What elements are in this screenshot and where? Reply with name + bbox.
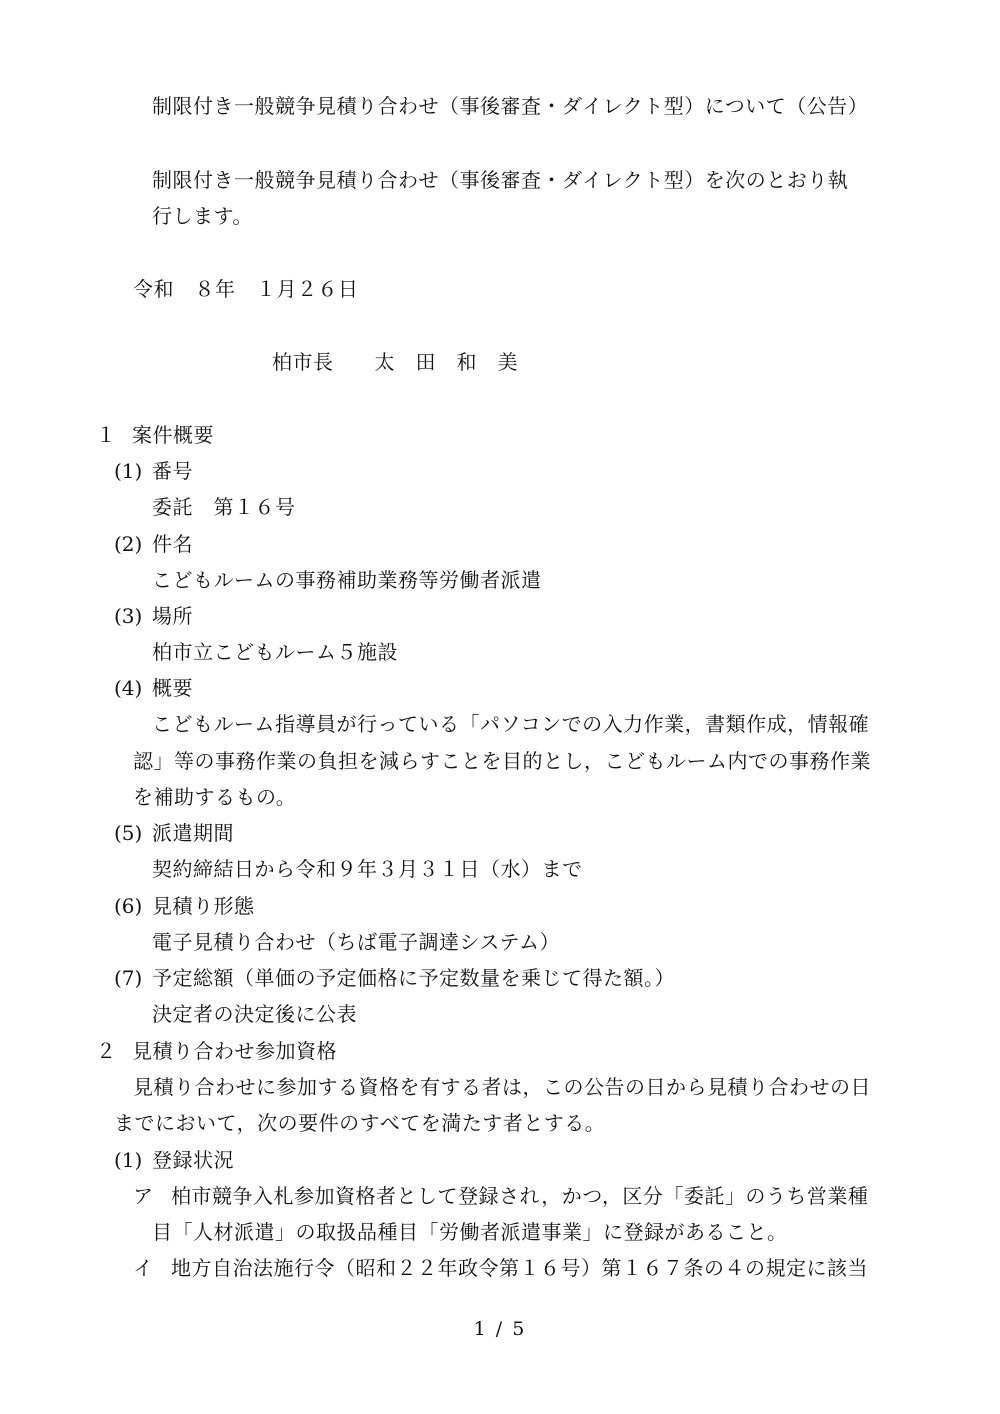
item-1-label: 番号 — [152, 459, 193, 483]
item-4-line-2: 認」等の事務作業の負担を減らすことを目的とし，こどもルーム内での事務作業 — [133, 749, 871, 773]
item-6-value: 電子見積り合わせ（ちば電子調達システム） — [152, 930, 560, 954]
item-a-line-2: 目「人材派遣」の取扱品種目「労働者派遣事業」に登録があること。 — [152, 1220, 788, 1244]
intro-line-1: 制限付き一般競争見積り合わせ（事後審査・ダイレクト型）を次のとおり執 — [152, 168, 849, 192]
item-6-number: (6) — [114, 894, 143, 918]
item-i-marker: イ — [133, 1256, 153, 1280]
item-2-label: 件名 — [152, 532, 193, 556]
section-2-heading: 見積り合わせ参加資格 — [132, 1039, 337, 1063]
section-2-intro-line-2: までにおいて，次の要件のすべてを満たす者とする。 — [114, 1111, 606, 1135]
issuer-name: 柏市長 太 田 和 美 — [272, 350, 518, 374]
item-5-label: 派遣期間 — [152, 821, 234, 845]
item-a-line-1: 柏市競争入札参加資格者として登録され，かつ，区分「委託」のうち営業種 — [171, 1184, 869, 1208]
item-4-number: (4) — [114, 676, 143, 700]
announcement-date: 令和 ８年 １月２６日 — [133, 277, 359, 301]
item-4-line-1: こどもルーム指導員が行っている「パソコンでの入力作業，書類作成，情報確 — [152, 712, 870, 736]
item-a-marker: ア — [133, 1184, 153, 1208]
item-2-number: (2) — [114, 532, 143, 556]
page-number: 1 / 5 — [473, 1318, 527, 1340]
section-1-number: １ — [96, 423, 116, 447]
section-1-heading: 案件概要 — [132, 423, 214, 447]
item-7-value: 決定者の決定後に公表 — [152, 1002, 357, 1026]
item-3-number: (3) — [114, 604, 143, 628]
item-5-number: (5) — [114, 821, 143, 845]
item-1-number: (1) — [114, 459, 143, 483]
item-4-line-3: を補助するもの。 — [133, 785, 297, 809]
item-3-label: 場所 — [152, 604, 193, 628]
item-i-line-1: 地方自治法施行令（昭和２２年政令第１６号）第１６７条の４の規定に該当 — [171, 1256, 868, 1280]
item-3-value: 柏市立こどもルーム５施設 — [152, 640, 398, 664]
item-7-number: (7) — [114, 966, 143, 990]
section-2-intro-line-1: 見積り合わせに参加する資格を有する者は，この公告の日から見積り合わせの日 — [133, 1075, 871, 1099]
item-4-label: 概要 — [152, 676, 193, 700]
subsection-1-number: (1) — [114, 1148, 143, 1172]
item-7-label: 予定総額（単価の予定価格に予定数量を乗じて得た額。） — [152, 966, 675, 990]
document-title: 制限付き一般競争見積り合わせ（事後審査・ダイレクト型）について（公告） — [152, 94, 869, 118]
item-5-value: 契約締結日から令和９年３月３１日（水）まで — [152, 857, 583, 881]
item-6-label: 見積り形態 — [152, 894, 255, 918]
item-2-value: こどもルームの事務補助業務等労働者派遣 — [152, 568, 542, 592]
item-1-value: 委託 第１６号 — [152, 495, 296, 519]
section-2-number: ２ — [96, 1039, 116, 1063]
subsection-1-label: 登録状況 — [152, 1148, 234, 1172]
intro-line-2: 行します。 — [152, 204, 253, 228]
